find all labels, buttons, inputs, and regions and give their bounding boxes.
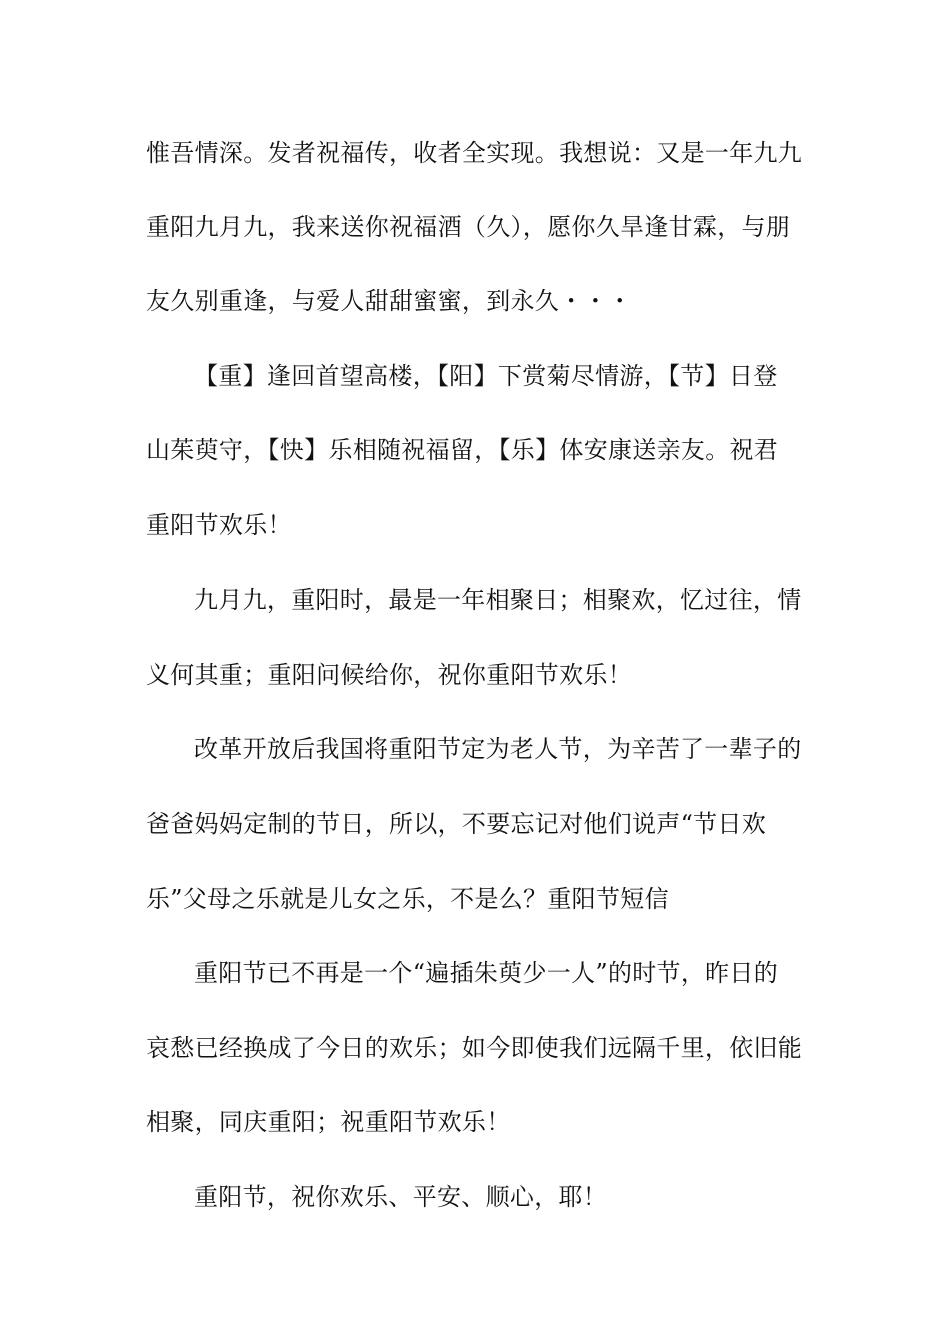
text-line: 山茱萸守，【快】乐相随祝福留，【乐】体安康送亲友。祝君 <box>146 436 779 464</box>
paragraph-first-line: 改革开放后我国将重阳节定为老人节，为辛苦了一辈子的 <box>194 735 802 763</box>
text-line: 重阳九月九，我来送你祝福酒（久），愿你久旱逢甘霖，与朋 <box>146 213 791 241</box>
paragraph-first-line: 重阳节已不再是一个“遍插朱萸少一人”的时节，昨日的 <box>194 959 779 987</box>
text-line: 相聚，同庆重阳；祝重阳节欢乐！ <box>146 1108 511 1136</box>
paragraph-first-line: 重阳节，祝你欢乐、平安、顺心，耶！ <box>194 1183 608 1211</box>
text-line: 重阳节欢乐！ <box>146 511 292 539</box>
text-line: 惟吾情深。发者祝福传，收者全实现。我想说：又是一年九九 <box>146 139 803 167</box>
paragraph-first-line: 【重】逢回首望高楼，【阳】下赏菊尽情游，【节】日登 <box>194 362 778 390</box>
text-line: 爸爸妈妈定制的节日，所以，不要忘记对他们说声“节日欢 <box>146 810 767 838</box>
text-line: 乐”父母之乐就是儿女之乐，不是么？重阳节短信 <box>146 885 669 913</box>
text-line: 哀愁已经换成了今日的欢乐；如今即使我们远隔千里，依旧能 <box>146 1034 803 1062</box>
text-line: 义何其重；重阳问候给你，祝你重阳节欢乐！ <box>146 661 632 689</box>
text-line: 友久别重逢，与爱人甜甜蜜蜜，到永久・・・ <box>146 287 632 315</box>
paragraph-first-line: 九月九，重阳时，最是一年相聚日；相聚欢，忆过往，情 <box>194 586 802 614</box>
